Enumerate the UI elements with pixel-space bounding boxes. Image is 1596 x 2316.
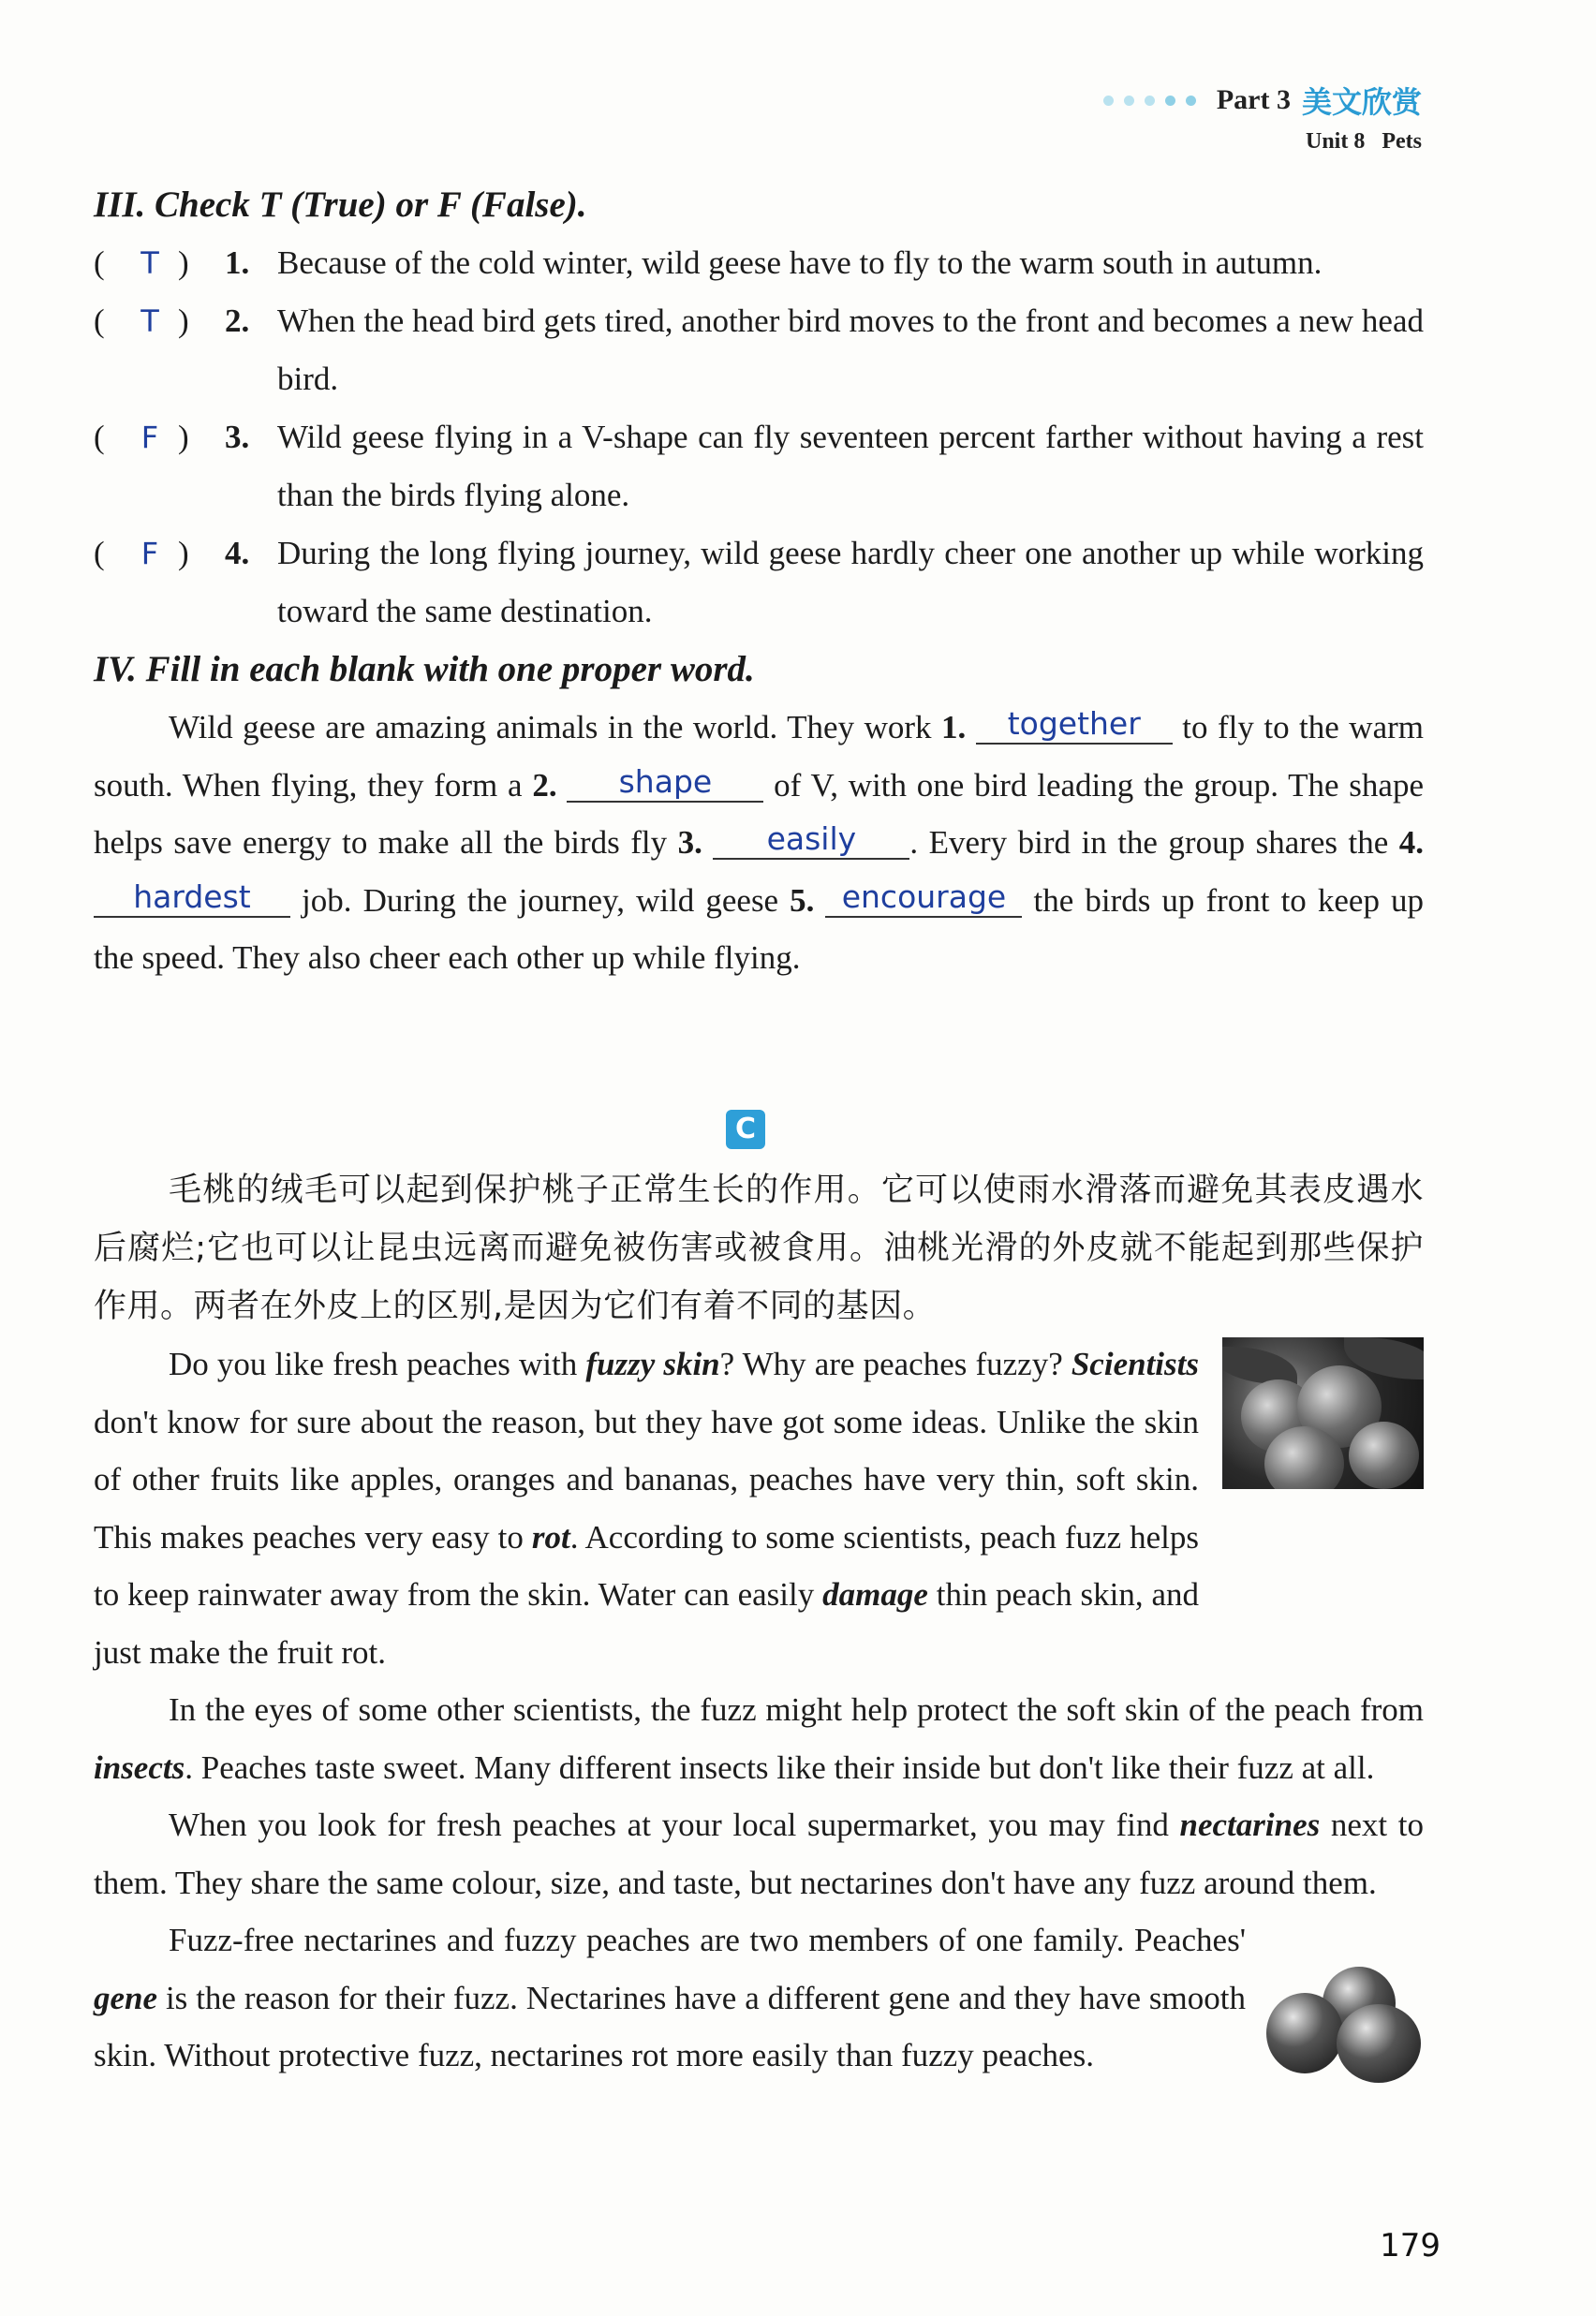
section-cn-title: 美文欣赏 <box>1301 84 1422 120</box>
section-true-false <box>94 176 1424 987</box>
cloze-passage: Wild geese are amazing animals in the world. They work 1. together to fly to the warm south. When flying, they form a 2. shape of V, with one bird leading the group. The shape helps save energy to make all the birds fly 3. easily . Every bird in the group shares the 4. hardest job. During the journey, wild geese 5. encourage the birds up front to keep up the speed. They also cheer each other up while flying. <box>94 705 1425 976</box>
tf-answer[interactable]: F <box>140 420 159 455</box>
blank-4[interactable]: hardest <box>94 878 290 918</box>
blank-2[interactable]: shape <box>567 763 763 803</box>
tf-item-2: ( T ) 2. When the head bird gets tired, another bird moves to the front and becomes a new head bird. <box>94 292 1424 408</box>
reading-paragraph-3: When you look for fresh peaches at your local supermarket, you may find nectarines next to them. They share the same colour, size, and taste, but nectarines don't have any fuzz around them. <box>94 1807 1425 1901</box>
reading-paragraph-4: Fuzz-free nectarines and fuzzy peaches are two members of one family. Peaches' gene is the reason for their fuzz. Nectarines have a different gene and they have smooth skin. Without protective fuzz, nectarines rot more easily than fuzzy peaches. <box>94 1922 1246 2073</box>
tf-item-3: ( F ) 3. Wild geese flying in a V-shape can fly seventeen percent farther without having a rest than the birds flying alone. <box>94 408 1424 524</box>
peach-photo <box>1222 1337 1424 1489</box>
part-label: Part 3 <box>1216 84 1291 115</box>
tf-statement: Wild geese flying in a V-shape can fly seventeen percent farther without having a rest than the birds flying alone. <box>277 419 1424 513</box>
tf-item-1: ( T ) 1. Because of the cold winter, wild geese have to fly to the warm south in autumn. <box>94 234 1424 292</box>
section-title: III. Check T (True) or F (False). <box>94 184 587 225</box>
reading-paragraph-2: In the eyes of some other scientists, the fuzz might help protect the soft skin of the peach from insects. Peaches taste sweet. Many different insects like their inside but don't like their fuzz at all. <box>94 1691 1424 1786</box>
tf-item-4: ( F ) 4. During the long flying journey, wild geese hardly cheer one another up while working toward the same destination. <box>94 524 1424 641</box>
reading-paragraph-1: Do you like fresh peaches with fuzzy skin? Why are peaches fuzzy? Scientists don't know for sure about the reason, but they have got some ideas. Unlike the skin of other fruits like apples, oranges and bananas, peaches have very thin, soft skin. This makes peaches very easy to rot. According to some scientists, peach fuzz helps to keep rainwater away from the skin. Water can easily damage thin peach skin, and just make the fruit rot. <box>94 1346 1200 1671</box>
tf-statement: During the long flying journey, wild geese hardly cheer one another up while working toward the same destination. <box>277 535 1424 629</box>
section-c-reading-cont <box>94 1681 1424 2085</box>
chinese-summary: 毛桃的绒毛可以起到保护桃子正常生长的作用。它可以使雨水滑落而避免其表皮遇水后腐烂;它也可以让昆虫远离而避免被伤害或被食用。油桃光滑的外皮就不能起到那些保护作用。两者在外皮上的区别,是因为它们有着不同的基因。 <box>94 1172 1424 1325</box>
unit-label: Unit 8 Pets <box>1306 129 1422 154</box>
blank-1[interactable]: together <box>976 705 1173 745</box>
tf-statement: When the head bird gets tired, another bird moves to the front and becomes a new head bird. <box>277 302 1424 397</box>
reading-wrap-1 <box>94 1335 1199 1681</box>
blank-3[interactable]: easily <box>713 820 909 860</box>
page-number: 179 <box>1380 2227 1441 2264</box>
blank-5[interactable]: encourage <box>825 878 1022 918</box>
section-c-badge: C <box>726 1110 765 1149</box>
section-title: IV. Fill in each blank with one proper word. <box>94 649 755 689</box>
tf-statement: Because of the cold winter, wild geese have to fly to the warm south in autumn. <box>277 244 1323 281</box>
tf-answer[interactable]: T <box>140 245 159 281</box>
tf-answer[interactable]: T <box>140 303 159 339</box>
nectarine-photo <box>1266 1967 1426 2084</box>
decorative-dots <box>1103 96 1196 106</box>
tf-answer[interactable]: F <box>140 536 159 571</box>
page-header <box>1103 79 1422 155</box>
